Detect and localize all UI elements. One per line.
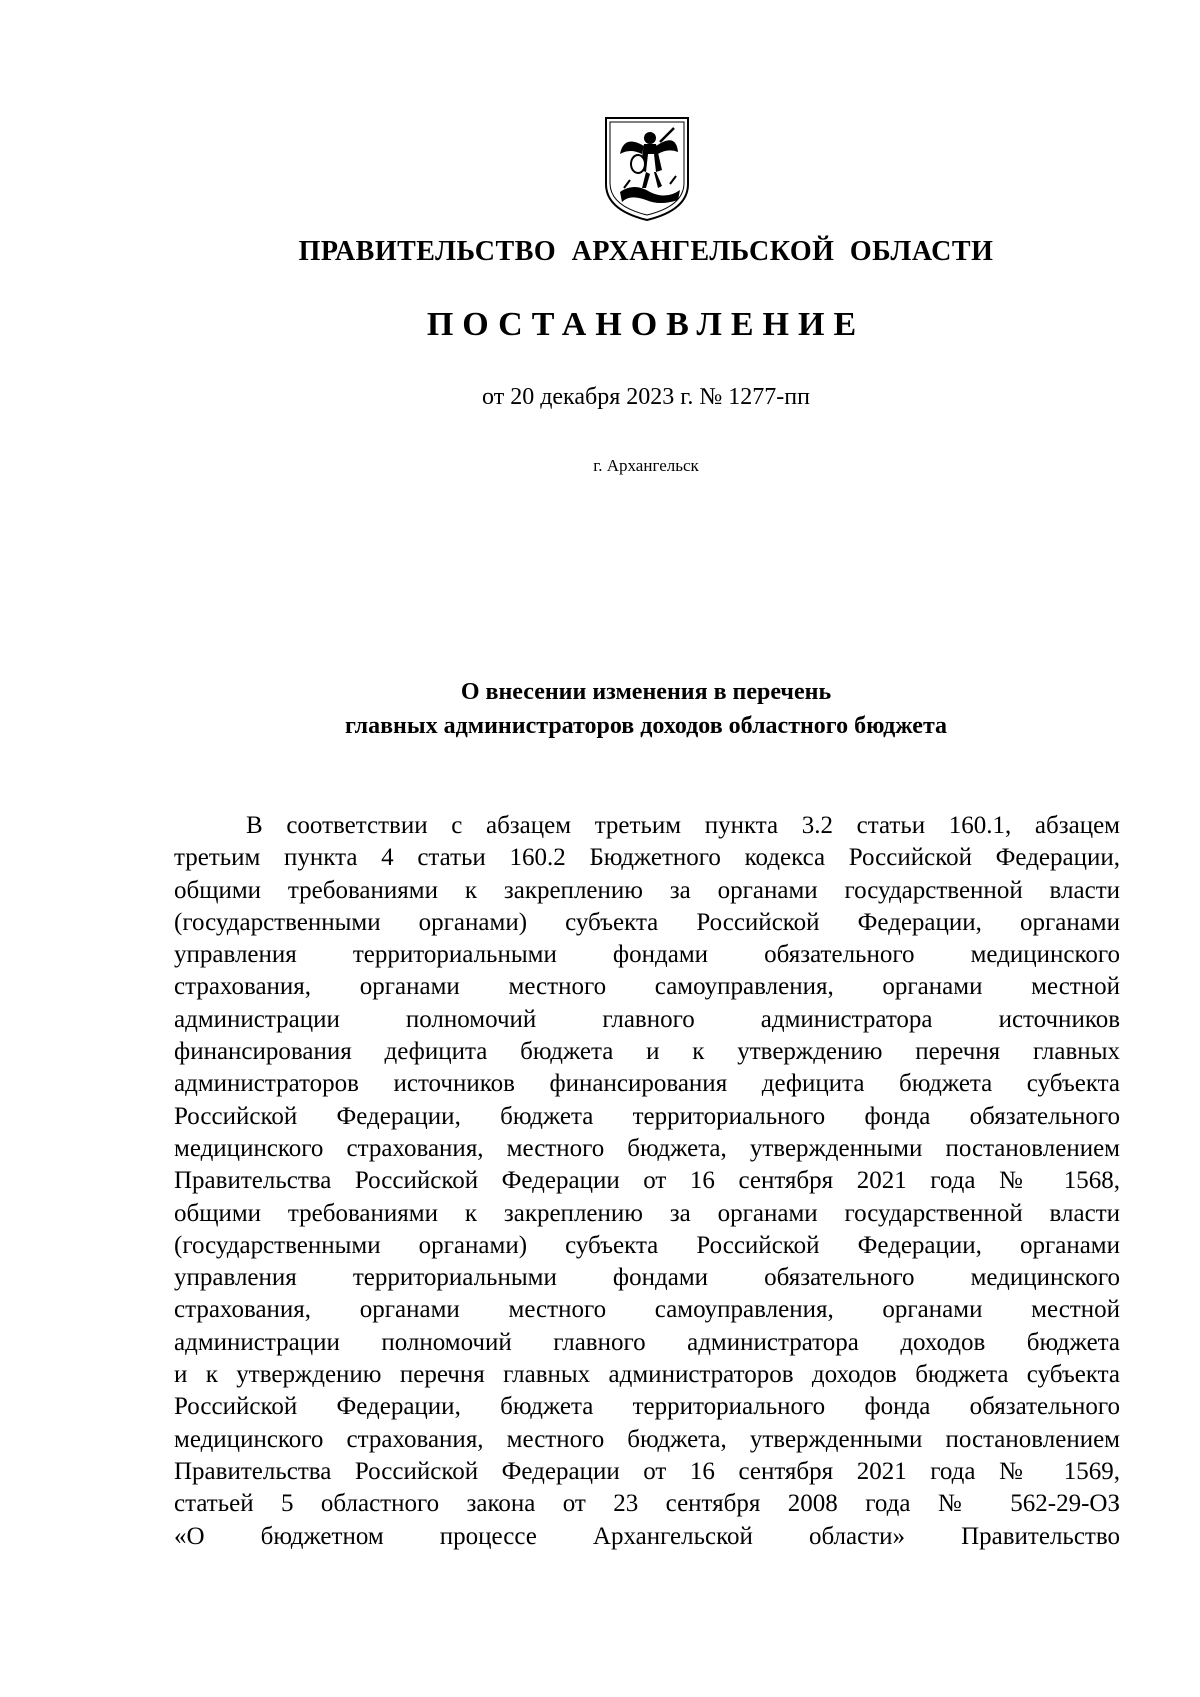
body-line: администрации полномочий главного администратора источников <box>174 1005 1120 1033</box>
body-line: администраторов источников финансирования дефицита бюджета субъекта <box>174 1070 1120 1098</box>
body-line: Российской Федерации, бюджета территориального фонда обязательного <box>174 1393 1120 1421</box>
body-line: медицинского страхования, местного бюджета, утвержденными постановлением <box>174 1425 1120 1453</box>
body-line: и к утверждению перечня главных администраторов доходов бюджета субъекта <box>174 1361 1120 1389</box>
document-date-number: от 20 декабря 2023 г. № 1277-пп <box>482 384 810 410</box>
body-line: статьей 5 областного закона от 23 сентября 2008 года № 562-29-ОЗ <box>174 1490 1120 1518</box>
body-line: администрации полномочий главного администратора доходов бюджета <box>174 1328 1120 1356</box>
document-title-line: главных администраторов доходов областного бюджета <box>344 713 948 739</box>
document-title <box>0 675 1200 743</box>
government-name: ПРАВИТЕЛЬСТВО АРХАНГЕЛЬСКОЙ ОБЛАСТИ <box>298 236 994 267</box>
body-line: финансирования дефицита бюджета и к утверждению перечня главных <box>174 1038 1120 1066</box>
coat-of-arms-emblem <box>600 114 694 224</box>
arkhangelsk-coat-of-arms-icon <box>600 114 694 224</box>
body-line: общими требованиями к закреплению за органами государственной власти <box>174 1199 1120 1227</box>
body-line: общими требованиями к закреплению за органами государственной власти <box>174 876 1120 904</box>
body-line: управления территориальными фондами обязательного медицинского <box>174 941 1120 969</box>
body-line: Правительства Российской Федерации от 16 сентября 2021 года № 1569, <box>174 1457 1120 1485</box>
document-title-line: О внесении изменения в перечень <box>460 679 832 705</box>
body-line: (государственными органами) субъекта Российской Федерации, органами <box>174 1231 1120 1259</box>
document-body <box>174 810 1120 1553</box>
body-line: страхования, органами местного самоуправления, органами местной <box>174 973 1120 1001</box>
body-line: страхования, органами местного самоуправления, органами местной <box>174 1296 1120 1324</box>
body-line: третьим пункта 4 статьи 160.2 Бюджетного кодекса Российской Федерации, <box>174 844 1120 872</box>
body-line: В соответствии с абзацем третьим пункта 3.2 статьи 160.1, абзацем <box>246 812 1120 839</box>
document-city: г. Архангельск <box>593 456 699 475</box>
body-line: управления территориальными фондами обязательного медицинского <box>174 1264 1120 1292</box>
document-type: ПОСТАНОВЛЕНИЕ <box>426 306 866 343</box>
body-line: Российской Федерации, бюджета территориального фонда обязательного <box>174 1102 1120 1130</box>
body-line: (государственными органами) субъекта Российской Федерации, органами <box>174 908 1120 936</box>
body-line: Правительства Российской Федерации от 16 сентября 2021 года № 1568, <box>174 1167 1120 1195</box>
body-line: «О бюджетном процессе Архангельской области» Правительство <box>174 1522 1120 1550</box>
body-line: медицинского страхования, местного бюджета, утвержденными постановлением <box>174 1134 1120 1162</box>
